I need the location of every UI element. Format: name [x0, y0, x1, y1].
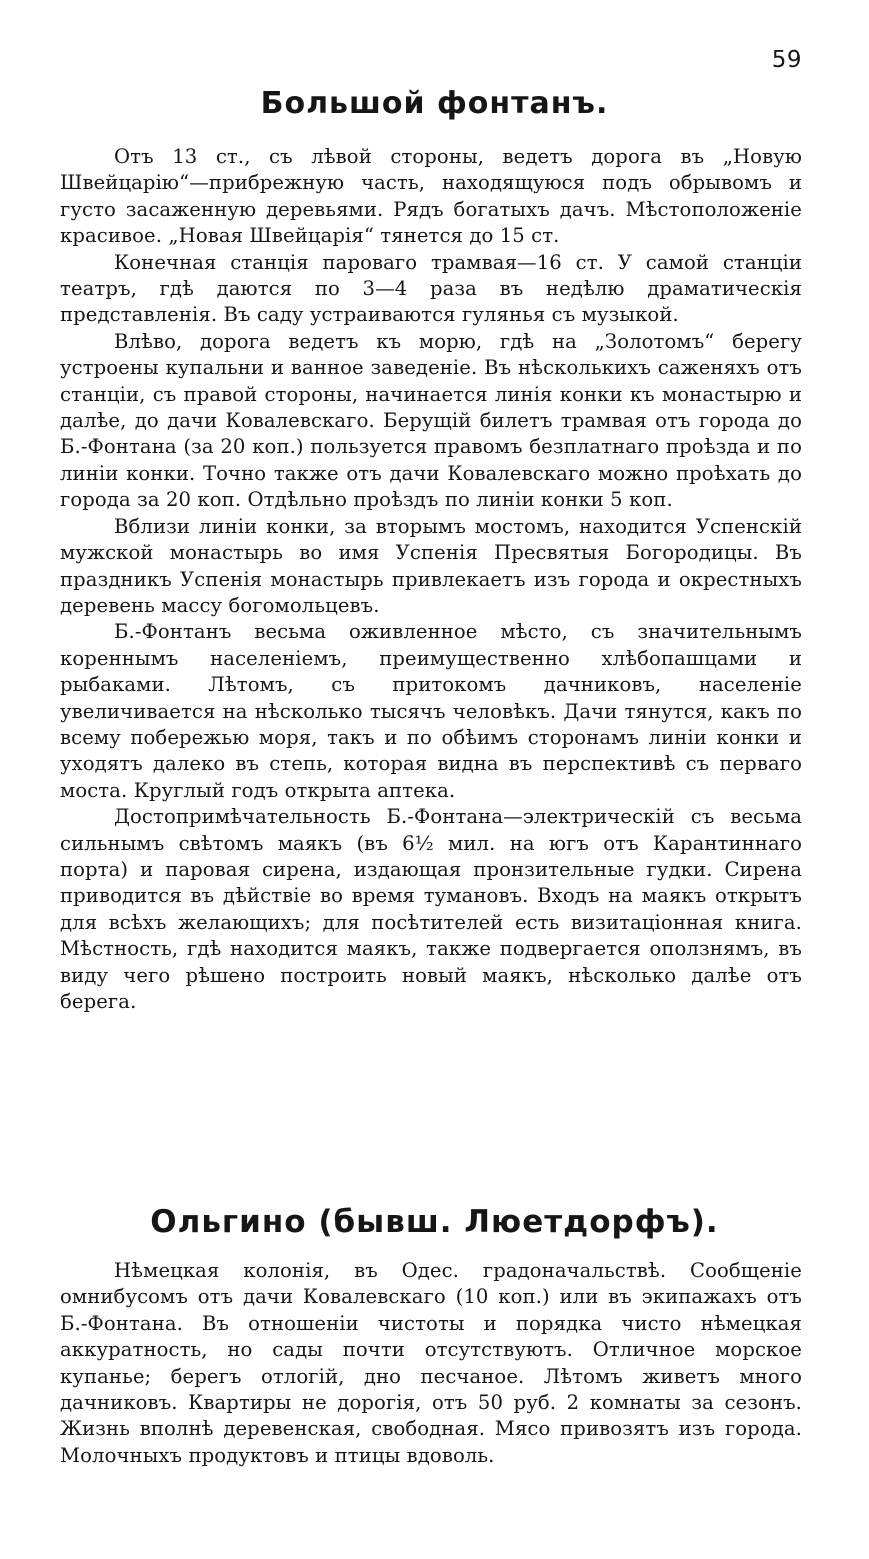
paragraph: Б.-Фонтанъ весьма оживленное мѣсто, съ значительнымъ кореннымъ населеніемъ, преимущественно хлѣбопашцами и рыбаками. Лѣтомъ, съ притокомъ дачниковъ, населеніе увеличивается на нѣсколько тысячъ человѣкъ. Дачи тянутся, какъ по всему побережью моря, такъ и по обѣимъ сторонамъ линіи конки и уходятъ далеко въ степь, которая видна въ перспективѣ съ перваго моста. Круглый годъ открыта аптека. — [60, 620, 802, 802]
section-title-bolshoy-fontan: Большой фонтанъ. — [260, 86, 609, 121]
section-title-olgino: Ольгино (бывш. Люетдорфъ). — [150, 1204, 719, 1240]
section-body-bolshoy-fontan — [60, 144, 802, 1015]
paragraph: Отъ 13 ст., съ лѣвой стороны, ведетъ дорога въ „Новую Швейцарію“—прибрежную часть, находящуюся подъ обрывомъ и густо засаженную деревьями. Рядъ богатыхъ дачъ. Мѣстоположеніе красивое. „Новая Швейцарія“ тянется до 15 ст. — [60, 145, 802, 248]
paragraph: Достопримѣчательность Б.-Фонтана—электрическій съ весьма сильнымъ свѣтомъ маякъ (въ 6½ мил. на югъ отъ Карантиннаго порта) и паровая сирена, издающая пронзительные гудки. Сирена приводится въ дѣйствіе во время тумановъ. Входъ на маякъ открытъ для всѣхъ желающихъ; для посѣтителей есть визитаціонная книга. Мѣстность, гдѣ находится маякъ, также подвергается оползнямъ, въ виду чего рѣшено построить новый маякъ, нѣсколько далѣе отъ берега. — [60, 805, 802, 1013]
paragraph: Конечная станція пароваго трамвая—16 ст. У самой станціи театръ, гдѣ даются по 3—4 раза въ недѣлю драматическія представленія. Въ саду устраиваются гулянья съ музыкой. — [60, 250, 802, 327]
page-number: 59 — [771, 47, 802, 73]
paragraph: Влѣво, дорога ведетъ къ морю, гдѣ на „Золотомъ“ берегу устроены купальни и ванное заведеніе. Въ нѣсколькихъ саженяхъ отъ станціи, съ правой стороны, начинается линія конки къ монастырю и далѣе, до дачи Ковалевскаго. Берущій билетъ трамвая отъ города до Б.-Фонтана (за 20 коп.) пользуется правомъ безплатнаго проѣзда и по линіи конки. Точно также отъ дачи Ковалевскаго можно проѣхать до города за 20 коп. Отдѣльно проѣздъ по линіи конки 5 коп. — [60, 329, 802, 512]
paragraph: Вблизи линіи конки, за вторымъ мостомъ, находится Успенскій мужской монастырь во имя Успенія Пресвятыя Богородицы. Въ праздникъ Успенія монастырь привлекаетъ изъ города и окрестныхъ деревень массу богомольцевъ. — [60, 514, 802, 617]
paragraph: Нѣмецкая колонія, въ Одес. градоначальствѣ. Сообщеніе омнибусомъ отъ дачи Ковалевскаго (10 коп.) или въ экипажахъ отъ Б.-Фонтана. Въ отношеніи чистоты и порядка чисто нѣмецкая аккуратность, но сады почти отсутствуютъ. Отличное морское купанье; берегъ отлогій, дно песчаное. Лѣтомъ живетъ много дачниковъ. Квартиры не дорогія, отъ 50 руб. 2 комнаты за сезонъ. Жизнь вполнѣ деревенская, свободная. Мясо привозятъ изъ города. Молочныхъ продуктовъ и птицы вдоволь. — [60, 1259, 802, 1467]
section-body-olgino — [60, 1258, 802, 1469]
